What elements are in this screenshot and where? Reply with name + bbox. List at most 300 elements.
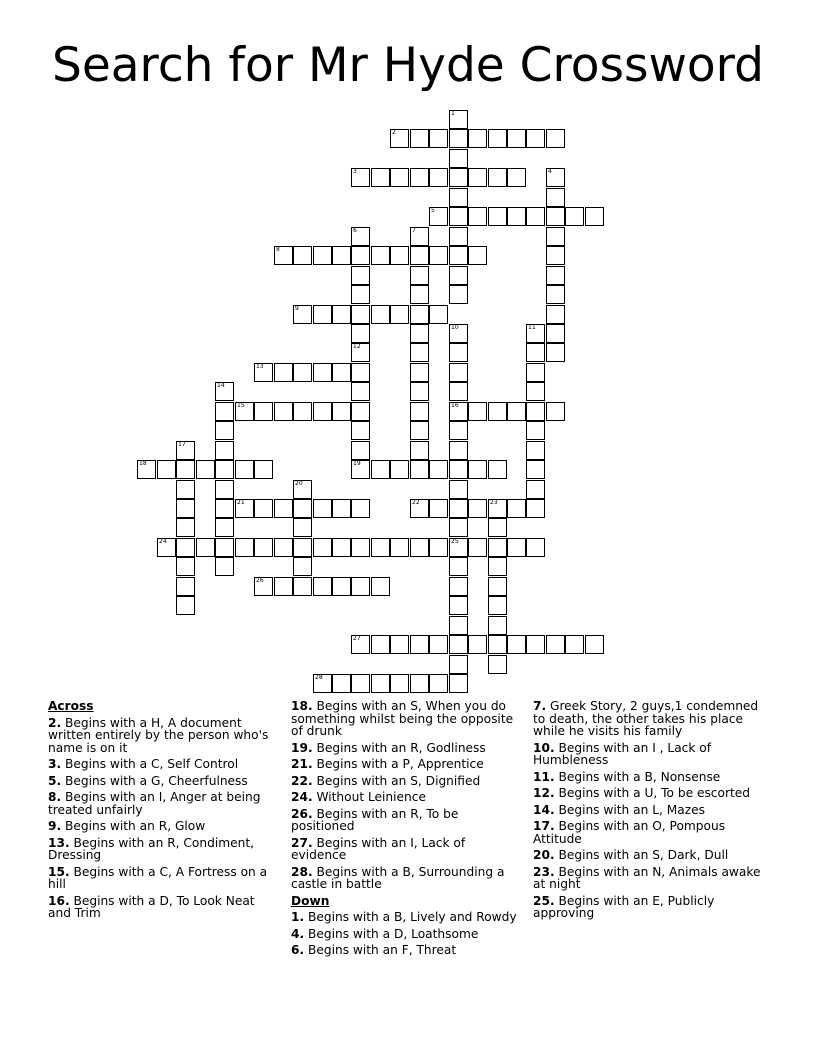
grid-cell[interactable]: [351, 421, 370, 440]
grid-cell[interactable]: [215, 538, 234, 557]
grid-cell[interactable]: [488, 655, 507, 674]
clue-number: 23.: [533, 864, 555, 879]
grid-cell[interactable]: [157, 460, 176, 479]
clue-number: 19.: [291, 740, 313, 755]
grid-cell[interactable]: [546, 129, 565, 148]
grid-cell[interactable]: [546, 168, 565, 187]
grid-cell[interactable]: [215, 402, 234, 421]
grid-cell[interactable]: [313, 363, 332, 382]
grid-cell[interactable]: [449, 655, 468, 674]
grid-cell[interactable]: [526, 421, 545, 440]
clue-number: 5.: [48, 773, 62, 788]
grid-cell[interactable]: [410, 460, 429, 479]
grid-cell[interactable]: [449, 538, 468, 557]
grid-cell[interactable]: [176, 480, 195, 499]
grid-cell[interactable]: [371, 538, 390, 557]
clue-number-label: 18: [139, 460, 147, 467]
clue-number: 21.: [291, 757, 313, 771]
clue: [291, 866, 523, 891]
grid-cell[interactable]: [410, 635, 429, 654]
grid-cell[interactable]: [449, 149, 468, 168]
grid-cell[interactable]: [526, 382, 545, 401]
clue-number-label: 25: [451, 538, 459, 545]
grid-cell[interactable]: [351, 324, 370, 343]
grid-cell[interactable]: [449, 480, 468, 499]
grid-cell[interactable]: [526, 441, 545, 460]
clue: [48, 791, 278, 816]
grid-cell[interactable]: [410, 441, 429, 460]
grid-cell[interactable]: [254, 460, 273, 479]
clue: [533, 804, 765, 817]
grid-cell[interactable]: [254, 402, 273, 421]
grid-cell[interactable]: [274, 499, 293, 518]
grid-cell[interactable]: [410, 305, 429, 324]
clue: [291, 808, 523, 833]
grid-cell[interactable]: [176, 557, 195, 576]
grid-cell[interactable]: [313, 577, 332, 596]
clue: [48, 775, 278, 788]
grid-cell[interactable]: [488, 460, 507, 479]
grid-cell[interactable]: [488, 616, 507, 635]
grid-cell[interactable]: [332, 246, 351, 265]
grid-cell[interactable]: [215, 499, 234, 518]
grid-cell[interactable]: [390, 246, 409, 265]
grid-cell[interactable]: [449, 421, 468, 440]
grid-cell[interactable]: [351, 305, 370, 324]
clue-number-label: 6: [353, 227, 357, 234]
grid-cell[interactable]: [410, 168, 429, 187]
clue: [533, 849, 765, 862]
grid-cell[interactable]: [274, 246, 293, 265]
grid-cell[interactable]: [390, 538, 409, 557]
grid-cell[interactable]: [546, 402, 565, 421]
grid-cell[interactable]: [449, 674, 468, 693]
grid-cell[interactable]: [410, 402, 429, 421]
grid-cell[interactable]: [507, 538, 526, 557]
grid-cell[interactable]: [351, 402, 370, 421]
grid-cell[interactable]: [410, 538, 429, 557]
grid-cell[interactable]: [351, 577, 370, 596]
grid-cell[interactable]: [410, 499, 429, 518]
clue-number: 4.: [291, 926, 305, 941]
clue: [291, 775, 523, 788]
grid-cell[interactable]: [215, 480, 234, 499]
grid-cell[interactable]: [371, 168, 390, 187]
grid-cell[interactable]: [351, 168, 370, 187]
grid-cell[interactable]: [488, 538, 507, 557]
grid-cell[interactable]: [488, 577, 507, 596]
grid-cell[interactable]: [429, 129, 448, 148]
clue-number: 14.: [533, 802, 555, 817]
grid-cell[interactable]: [429, 674, 448, 693]
grid-cell[interactable]: [176, 441, 195, 460]
grid-cell[interactable]: [468, 207, 487, 226]
clue: [48, 866, 278, 891]
grid-cell[interactable]: [196, 538, 215, 557]
grid-cell[interactable]: [410, 363, 429, 382]
grid-cell[interactable]: [176, 577, 195, 596]
grid-cell[interactable]: [196, 460, 215, 479]
clue: [533, 866, 765, 891]
grid-cell[interactable]: [351, 266, 370, 285]
grid-cell[interactable]: [468, 129, 487, 148]
clue-text: Begins with an R, To be positioned: [291, 806, 459, 833]
grid-cell[interactable]: [468, 499, 487, 518]
grid-cell[interactable]: [449, 285, 468, 304]
clue: [533, 771, 765, 784]
grid-cell[interactable]: [176, 596, 195, 615]
grid-cell[interactable]: [526, 207, 545, 226]
grid-cell[interactable]: [468, 168, 487, 187]
grid-cell[interactable]: [410, 129, 429, 148]
clue-number-label: 20: [295, 480, 303, 487]
grid-cell[interactable]: [449, 343, 468, 362]
clue: [291, 791, 523, 804]
grid-cell[interactable]: [546, 285, 565, 304]
grid-cell[interactable]: [410, 343, 429, 362]
grid-cell[interactable]: [176, 518, 195, 537]
clue-text: Begins with an E, Publicly approving: [533, 893, 715, 920]
clue-text: Begins with an I, Lack of evidence: [291, 835, 466, 862]
clue-text: Begins with a B, Surrounding a castle in battle: [291, 864, 505, 891]
grid-cell[interactable]: [526, 460, 545, 479]
clue-number-label: 3: [353, 168, 357, 175]
grid-cell[interactable]: [274, 363, 293, 382]
clue-number-label: 5: [431, 207, 435, 214]
grid-cell[interactable]: [351, 460, 370, 479]
grid-cell[interactable]: [449, 596, 468, 615]
clue-text: Begins with a D, Loathsome: [304, 926, 479, 941]
grid-cell[interactable]: [371, 577, 390, 596]
clue-number-label: 12: [353, 343, 361, 350]
grid-cell[interactable]: [390, 168, 409, 187]
grid-cell[interactable]: [176, 538, 195, 557]
grid-cell[interactable]: [235, 460, 254, 479]
grid-cell[interactable]: [293, 246, 312, 265]
grid-cell[interactable]: [351, 285, 370, 304]
grid-cell[interactable]: [351, 635, 370, 654]
grid-cell[interactable]: [371, 305, 390, 324]
grid-cell[interactable]: [351, 674, 370, 693]
grid-cell[interactable]: [546, 266, 565, 285]
grid-cell[interactable]: [410, 266, 429, 285]
grid-cell[interactable]: [449, 382, 468, 401]
grid-cell[interactable]: [293, 538, 312, 557]
grid-cell[interactable]: [507, 499, 526, 518]
clue-text: Begins with a B, Lively and Rowdy: [304, 910, 517, 924]
grid-cell[interactable]: [468, 635, 487, 654]
grid-cell[interactable]: [410, 674, 429, 693]
clue-number-label: 9: [295, 305, 299, 312]
grid-cell[interactable]: [526, 363, 545, 382]
grid-cell[interactable]: [293, 577, 312, 596]
clue-number: 26.: [291, 806, 313, 821]
grid-cell[interactable]: [410, 227, 429, 246]
clue-column-2: [291, 700, 523, 961]
grid-cell[interactable]: [313, 499, 332, 518]
clue-number-label: 22: [412, 499, 420, 506]
clue-text: Begins with an R, Glow: [61, 819, 206, 833]
clue-text: Begins with a G, Cheerfulness: [61, 773, 248, 788]
grid-cell[interactable]: [449, 129, 468, 148]
grid-cell[interactable]: [449, 402, 468, 421]
grid-cell[interactable]: [351, 441, 370, 460]
grid-cell[interactable]: [526, 635, 545, 654]
grid-cell[interactable]: [546, 246, 565, 265]
grid-cell[interactable]: [215, 460, 234, 479]
clue-number: 25.: [533, 893, 555, 908]
grid-cell[interactable]: [313, 246, 332, 265]
clue-number-label: 23: [490, 499, 498, 506]
grid-cell[interactable]: [274, 538, 293, 557]
grid-cell[interactable]: [449, 518, 468, 537]
grid-cell[interactable]: [293, 402, 312, 421]
clue-text: Begins with a H, A document written entirely by the person who's name is on it: [48, 715, 269, 755]
grid-cell[interactable]: [390, 635, 409, 654]
grid-cell[interactable]: [235, 402, 254, 421]
clue-text: Begins with a P, Apprentice: [312, 757, 484, 771]
grid-cell[interactable]: [410, 285, 429, 304]
grid-cell[interactable]: [390, 674, 409, 693]
clue-column-3: [533, 700, 765, 924]
grid-cell[interactable]: [488, 402, 507, 421]
grid-cell[interactable]: [429, 168, 448, 187]
grid-cell[interactable]: [215, 382, 234, 401]
grid-cell[interactable]: [332, 305, 351, 324]
grid-cell[interactable]: [410, 382, 429, 401]
grid-cell[interactable]: [488, 635, 507, 654]
clue-text: Without Leinience: [312, 790, 426, 804]
grid-cell[interactable]: [274, 402, 293, 421]
grid-cell[interactable]: [313, 538, 332, 557]
grid-cell[interactable]: [468, 246, 487, 265]
clue-number-label: 28: [315, 674, 323, 681]
clue: [291, 928, 523, 941]
clue-number: 10.: [533, 740, 555, 755]
grid-cell[interactable]: [371, 460, 390, 479]
clue-number-label: 27: [353, 635, 361, 642]
grid-cell[interactable]: [429, 635, 448, 654]
grid-cell[interactable]: [488, 129, 507, 148]
grid-cell[interactable]: [351, 246, 370, 265]
grid-cell[interactable]: [390, 129, 409, 148]
clue-number-label: 24: [159, 538, 167, 545]
clue-number: 27.: [291, 835, 313, 850]
grid-cell[interactable]: [449, 324, 468, 343]
grid-cell[interactable]: [254, 577, 273, 596]
clue-number: 22.: [291, 773, 313, 788]
grid-cell[interactable]: [507, 635, 526, 654]
clue-text: Begins with an F, Threat: [304, 943, 457, 957]
grid-cell[interactable]: [293, 518, 312, 537]
grid-cell[interactable]: [488, 518, 507, 537]
grid-cell[interactable]: [215, 421, 234, 440]
grid-cell[interactable]: [488, 596, 507, 615]
grid-cell[interactable]: [449, 441, 468, 460]
grid-cell[interactable]: [137, 460, 156, 479]
clue: [291, 742, 523, 755]
grid-cell[interactable]: [254, 363, 273, 382]
grid-cell[interactable]: [235, 538, 254, 557]
grid-cell[interactable]: [546, 635, 565, 654]
grid-cell[interactable]: [351, 343, 370, 362]
grid-cell[interactable]: [526, 129, 545, 148]
clue-number: 18.: [291, 699, 313, 713]
clue-number-label: 11: [528, 324, 536, 331]
grid-cell[interactable]: [429, 305, 448, 324]
grid-cell[interactable]: [449, 110, 468, 129]
grid-cell[interactable]: [526, 480, 545, 499]
grid-cell[interactable]: [254, 538, 273, 557]
grid-cell[interactable]: [254, 499, 273, 518]
grid-cell[interactable]: [507, 207, 526, 226]
clue: [48, 895, 278, 920]
grid-cell[interactable]: [565, 207, 584, 226]
grid-cell[interactable]: [449, 577, 468, 596]
grid-cell[interactable]: [507, 402, 526, 421]
clue-number-label: 16: [451, 402, 459, 409]
grid-cell[interactable]: [546, 188, 565, 207]
clue-number: 2.: [48, 715, 62, 730]
grid-cell[interactable]: [585, 635, 604, 654]
grid-cell[interactable]: [390, 305, 409, 324]
grid-cell[interactable]: [332, 402, 351, 421]
grid-cell[interactable]: [449, 363, 468, 382]
grid-cell[interactable]: [332, 499, 351, 518]
grid-cell[interactable]: [507, 168, 526, 187]
clue-text: Begins with an S, Dignified: [312, 773, 481, 788]
grid-cell[interactable]: [332, 538, 351, 557]
grid-cell[interactable]: [313, 305, 332, 324]
grid-cell[interactable]: [546, 305, 565, 324]
grid-cell[interactable]: [351, 499, 370, 518]
clue: [533, 700, 765, 738]
grid-cell[interactable]: [215, 441, 234, 460]
clue-text: Begins with an N, Animals awake at night: [533, 864, 761, 891]
grid-cell[interactable]: [313, 402, 332, 421]
grid-cell[interactable]: [410, 421, 429, 440]
grid-cell[interactable]: [274, 577, 293, 596]
grid-cell[interactable]: [429, 499, 448, 518]
grid-cell[interactable]: [371, 674, 390, 693]
grid-cell[interactable]: [468, 402, 487, 421]
clue: [291, 944, 523, 957]
grid-cell[interactable]: [488, 557, 507, 576]
grid-cell[interactable]: [565, 635, 584, 654]
grid-cell[interactable]: [449, 635, 468, 654]
grid-cell[interactable]: [507, 129, 526, 148]
grid-cell[interactable]: [449, 499, 468, 518]
clue-text: Begins with a U, To be escorted: [554, 786, 750, 800]
clue-number-label: 2: [392, 129, 396, 136]
grid-cell[interactable]: [371, 246, 390, 265]
grid-cell[interactable]: [332, 363, 351, 382]
grid-cell[interactable]: [429, 207, 448, 226]
grid-cell[interactable]: [449, 557, 468, 576]
clue-text: Begins with an O, Pompous Attitude: [533, 819, 726, 846]
clue-text: Begins with an I, Anger at being treated unfairly: [48, 790, 261, 817]
grid-cell[interactable]: [215, 518, 234, 537]
clue-text: Begins with a C, A Fortress on a hill: [48, 864, 268, 891]
grid-cell[interactable]: [351, 227, 370, 246]
clue-number: 8.: [48, 790, 62, 804]
grid-cell[interactable]: [449, 266, 468, 285]
grid-cell[interactable]: [526, 538, 545, 557]
grid-cell[interactable]: [546, 343, 565, 362]
grid-cell[interactable]: [293, 480, 312, 499]
clue-text: Begins with an R, Godliness: [312, 740, 486, 755]
grid-cell[interactable]: [235, 499, 254, 518]
grid-cell[interactable]: [449, 460, 468, 479]
clue-text: Begins with a C, Self Control: [61, 757, 239, 771]
clue-text: Begins with an L, Mazes: [554, 802, 705, 817]
grid-cell[interactable]: [429, 460, 448, 479]
clue-number: 20.: [533, 848, 555, 862]
grid-cell[interactable]: [293, 557, 312, 576]
grid-cell[interactable]: [546, 207, 565, 226]
grid-cell[interactable]: [449, 168, 468, 187]
grid-cell[interactable]: [332, 674, 351, 693]
grid-cell[interactable]: [449, 616, 468, 635]
clue-number: 15.: [48, 864, 70, 879]
grid-cell[interactable]: [468, 538, 487, 557]
grid-cell[interactable]: [351, 363, 370, 382]
grid-cell[interactable]: [429, 538, 448, 557]
grid-cell[interactable]: [215, 557, 234, 576]
grid-cell[interactable]: [157, 538, 176, 557]
grid-cell[interactable]: [449, 246, 468, 265]
grid-cell[interactable]: [585, 207, 604, 226]
grid-cell[interactable]: [546, 324, 565, 343]
grid-cell[interactable]: [293, 305, 312, 324]
grid-cell[interactable]: [488, 499, 507, 518]
clue-text: Begins with a B, Nonsense: [554, 769, 721, 784]
grid-cell[interactable]: [176, 460, 195, 479]
clue-text: Begins with an S, When you do something whilst being the opposite of drunk: [291, 699, 514, 738]
grid-cell[interactable]: [332, 577, 351, 596]
grid-cell[interactable]: [390, 460, 409, 479]
grid-cell[interactable]: [468, 460, 487, 479]
grid-cell[interactable]: [313, 674, 332, 693]
clue-number: 16.: [48, 893, 70, 908]
grid-cell[interactable]: [526, 499, 545, 518]
grid-cell[interactable]: [293, 363, 312, 382]
grid-cell[interactable]: [351, 382, 370, 401]
grid-cell[interactable]: [449, 188, 468, 207]
clue-number: 17.: [533, 819, 555, 833]
grid-cell[interactable]: [488, 207, 507, 226]
grid-cell[interactable]: [293, 499, 312, 518]
grid-cell[interactable]: [351, 538, 370, 557]
grid-cell[interactable]: [371, 635, 390, 654]
grid-cell[interactable]: [546, 227, 565, 246]
clue-text: Begins with an I , Lack of Humbleness: [533, 740, 712, 767]
grid-cell[interactable]: [410, 246, 429, 265]
grid-cell[interactable]: [176, 499, 195, 518]
clue: [291, 758, 523, 771]
grid-cell[interactable]: [410, 324, 429, 343]
clue: [533, 742, 765, 767]
grid-cell[interactable]: [526, 324, 545, 343]
grid-cell[interactable]: [488, 168, 507, 187]
grid-cell[interactable]: [449, 207, 468, 226]
grid-cell[interactable]: [429, 246, 448, 265]
grid-cell[interactable]: [526, 343, 545, 362]
grid-cell[interactable]: [526, 402, 545, 421]
grid-cell[interactable]: [449, 227, 468, 246]
clue: [291, 911, 523, 924]
clue-number-label: 26: [256, 577, 264, 584]
